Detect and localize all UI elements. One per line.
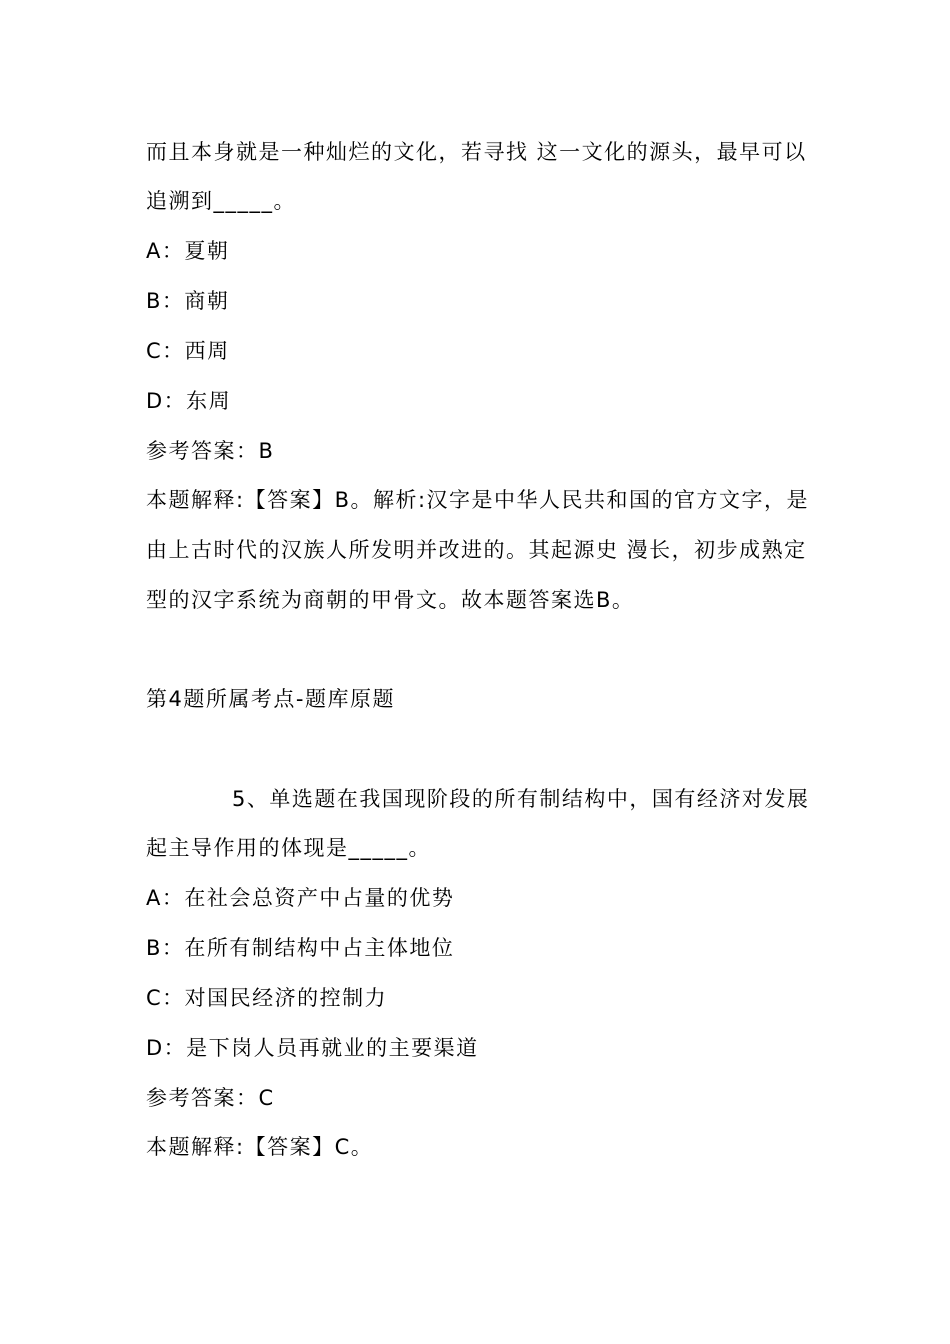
q4-explanation-line-1: 本题解释:【答案】B。解析:汉字是中华人民共和国的官方文字，是: [146, 488, 810, 512]
q4-option-b: B：商朝: [146, 289, 230, 313]
q5-option-b: B：在所有制结构中占主体地位: [146, 936, 455, 960]
q4-explanation-line-2: 由上古时代的汉族人所发明并改进的。其起源史 漫长，初步成熟定: [146, 538, 807, 562]
q4-option-d: D：东周: [146, 389, 232, 413]
q5-stem-line-2: 起主导作用的体现是_____。: [146, 836, 431, 860]
q4-stem-line-2: 追溯到_____。: [146, 189, 296, 213]
q4-option-a: A：夏朝: [146, 239, 230, 263]
q5-option-c: C：对国民经济的控制力: [146, 986, 388, 1010]
q4-stem-line-1: 而且本身就是一种灿烂的文化，若寻找 这一文化的源头，最早可以: [146, 140, 807, 164]
q4-explanation-line-3: 型的汉字系统为商朝的甲骨文。故本题答案选B。: [146, 588, 635, 612]
q5-stem-line-1: 5、单选题在我国现阶段的所有制结构中，国有经济对发展: [232, 787, 810, 811]
q5-explanation: 本题解释:【答案】C。: [146, 1135, 374, 1159]
q5-option-a: A：在社会总资产中占量的优势: [146, 886, 455, 910]
q5-option-d: D：是下岗人员再就业的主要渠道: [146, 1036, 479, 1060]
q4-source: 第4题所属考点-题库原题: [146, 687, 395, 711]
q4-answer: 参考答案：B: [146, 439, 275, 463]
q5-answer: 参考答案：C: [146, 1086, 275, 1110]
q4-option-c: C：西周: [146, 339, 230, 363]
